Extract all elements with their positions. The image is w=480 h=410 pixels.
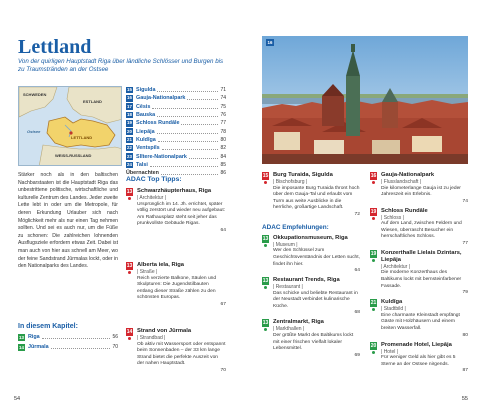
toc-page: 85 [220,161,226,168]
entry-number: 16 [370,173,377,179]
toc-number: 21 [127,136,132,142]
page-number: 55 [461,396,468,402]
tip-page: 64 [220,227,226,233]
entry-text: Wer den Schlüssel zum Geschichtsverständnis der Letten sucht, findet ihn hier. [273,248,360,267]
entry-text: Der größte Markt des Baltikums lockt mit einer frischen Vielfalt lokaler Lebensmittel. [273,332,354,352]
tip-title: Alberta iela, Riga [137,262,185,268]
entry-title: Gauja-Nationalpark [381,172,435,178]
top-tip-entry [262,172,360,218]
chapter-number: 14 [19,344,24,350]
tip-category: | Architektur | [137,195,166,201]
adac-top-tips-heading: ADAC Top Tipps: [126,176,182,183]
entry-page: 69 [354,352,360,358]
toc-leader [181,121,218,125]
toc-page: 74 [220,95,226,102]
entry-title: Okkupationsmuseum, Riga [273,234,348,241]
toc-leader [152,105,218,109]
entry-title: Restaurant Trends, Riga [273,277,340,284]
tip-category: | Straße | [137,269,158,275]
toc-number: 22 [127,145,132,151]
tip-number: 13 [126,263,133,269]
entry-page: 74 [462,198,468,204]
toc-row[interactable] [126,136,226,144]
toc-row[interactable] [126,144,226,152]
toc-leader [158,138,219,142]
entry-text: Die moderne Konzerthaus des Baltikums lockt mit bernsteinfarbener Fassade. [381,270,462,289]
toc-row[interactable] [126,119,226,127]
toc-number: 16 [127,95,132,101]
toc-page: 80 [220,136,226,143]
recommendation-entry [262,277,360,316]
entry-number: 15 [262,173,269,179]
chapter-leader [42,335,111,339]
recommendation-entry [370,299,468,338]
toc-leader [157,113,218,117]
entry-category: | Restaurant | [273,284,303,291]
toc-name: Gauja-Nationalpark [136,95,186,102]
entry-page: 77 [462,240,468,246]
tip-page: 70 [220,367,226,373]
toc-leader [157,88,218,92]
chapter-name: Jūrmala [28,344,49,351]
toc-name: Bauska [136,112,156,119]
location-pin-icon [264,328,267,331]
tip-title: Schwarzhäupterhaus, Riga [137,188,212,194]
toc-number: 20 [127,128,132,134]
entry-text: Auf dem Land, zwischen Feldern und Wiesen, überrascht Besucher ein herrschaftliches Schloss. [381,221,462,240]
chapter-page: 70 [112,344,118,351]
toc-name: Slītere-Nationalpark [136,153,187,160]
recommendation-entry [262,235,360,274]
toc-leader [150,163,219,167]
top-tip-entry [370,208,468,247]
toc-row[interactable] [126,161,226,169]
map-label: Ostsee [27,129,41,134]
toc-row[interactable] [126,103,226,111]
entry-number: 19 [370,208,377,215]
toc-row[interactable] [126,152,226,160]
entry-number: 13 [262,235,269,242]
riga-skyline-image [262,36,468,164]
tip-text: Ursprünglich im 14. Jh. errichtet, später völlig zerstört und wieder neu aufgebaut: Am Rathausplatz steht seit jeher das prunkvollste Gebäude Rigas. [137,201,226,227]
tip-number: 13 [126,189,133,195]
toc-page: 71 [220,87,226,94]
entry-text: Das schicke und beliebte Restaurant in der Neustadt verbindet kulinarische Küche. [273,290,358,309]
recommendation-entry [370,250,468,296]
tip-text: Ob aktiv mit Wassersport oder entspannt beim Sonnenbaden – der 33 km lange Strand bietet die perfekte Auszeit von der nahen Hauptstadt. [137,341,226,367]
toc-page: 78 [220,128,226,135]
toc-name: Übernachten [126,170,159,177]
destination-index [126,86,226,177]
chapter-item[interactable] [18,334,118,341]
recommendation-entry [262,319,360,358]
toc-name: Sigulda [136,87,156,94]
entry-title: Kuldīga [381,299,403,306]
location-pin-icon [372,181,375,184]
toc-row[interactable] [126,111,226,119]
chapter-subtitle: Von der quirligen Hauptstadt Riga über ländliche Schlösser und Burgen bis zu Traumstränden an der Ostsee [18,58,224,73]
entry-category: | Flusslandschaft | [381,179,422,185]
right-page [240,0,480,410]
location-pin-icon [372,308,375,311]
chapter-item[interactable] [18,344,118,351]
toc-row[interactable] [126,94,226,102]
entry-number: 13 [262,320,269,327]
toc-page: 76 [220,112,226,119]
entry-page: 72 [354,211,360,217]
chapter-leader [51,345,111,349]
chapter-contents-heading: In diesem Kapitel: [18,323,78,330]
entry-title: Zentralmarkt, Riga [273,319,324,326]
toc-page: 82 [220,145,226,152]
entry-page: 68 [354,310,360,316]
entry-number: 19 [370,250,377,257]
top-tip-entry [370,172,468,205]
riga-skyline-photo [262,36,468,164]
location-pin-icon [264,181,267,184]
map-label: LETTLAND [71,135,93,140]
page-number: 54 [14,396,21,402]
entry-page: 80 [462,332,468,338]
location-pin-icon [264,286,267,289]
location-pin-icon [128,271,131,274]
toc-name: Kuldīga [136,136,156,143]
entry-category: | Museum | [273,241,298,248]
top-tip [126,188,226,234]
chapter-page: 56 [112,334,118,341]
toc-number: 17 [127,103,132,109]
toc-number: 23 [127,153,132,159]
entry-number: 21 [370,300,377,307]
location-pin-icon [372,351,375,354]
toc-name: Liepāja [136,128,155,135]
entry-text: Für weniger Geld als hier gibt es 5 Sterne an der Ostsee nirgends. [381,355,456,367]
chapter-title: Lettland [18,36,92,58]
toc-row[interactable] [126,127,226,135]
location-pin-icon [372,259,375,262]
entry-page: 64 [354,268,360,274]
entry-text: Eine charmante Kleinstadt empfängt Gäste mit Holzhäusern und einem breiten Wasserfall. [381,312,460,331]
tip-number: 14 [126,329,133,335]
toc-number: 19 [127,120,132,126]
toc-leader [162,146,219,150]
toc-page: 75 [220,103,226,110]
map-label: ESTLAND [83,99,102,104]
toc-number: 18 [127,112,132,118]
chapter-number: 13 [19,334,24,340]
entry-title: Konzerthalle Lielais Dzintars, Liepāja [381,249,462,263]
entry-page: 87 [462,368,468,374]
map-label: WEISS-RUSSLAND [55,153,92,158]
entry-category: | Bischofsburg | [273,179,308,185]
toc-page: 86 [220,170,226,177]
entry-number: 20 [370,342,377,349]
entry-title: Promenade Hotel, Liepāja [381,341,452,348]
right-column [370,172,468,374]
toc-name: Ventspils [136,145,160,152]
toc-name: Cēsis [136,103,151,110]
entry-category: | Schloss | [381,214,404,221]
map-label: SCHWEDEN [23,92,47,97]
location-pin-icon [128,197,131,200]
left-column [262,172,360,359]
adac-recommendations-heading: ADAC Empfehlungen: [262,223,329,231]
overview-map [18,86,122,166]
intro-text: Stärker noch als in den baltischen Nachbarstaaten ist die Hauptstadt Riga das unbestrittene politische, wirtschaftliche und kulturelle Zentrum des Landes. Jeder zweite Lette lebt in oder um die Metropole, für deren Erkundung Urlauber sich nach Möglichkeit mehr als nur einen Tag nehmen sollten. Und sei es auch nur, um die Füße zu schonen: Die zahlreichen lohnenden Ausflugsziele erfordern etwas Zeit. Dabei ist man auch von hier aus schnell am Meer, wo der feine Sandstrand Jūrmalas lockt, oder in den Nationalparks des Landes. [18,172,118,270]
photo-number-badge: 16 [267,40,273,45]
entry-text: Die imposante Burg Turaida thront hoch über dem Gauja-Tal und erlaubt vom Turm aus weite Ausblicke in die herrliche, großartige Landschaft. [273,185,360,211]
recommendation-entry [370,342,468,375]
toc-name: Talsi [136,161,148,168]
location-pin-icon [128,337,131,340]
location-pin-icon [264,244,267,247]
toc-number: 24 [127,161,132,167]
toc-page: 77 [220,120,226,127]
entry-title: Burg Turaida, Sigulda [273,172,333,178]
entry-category: | Architektur | [381,263,410,270]
top-tip [126,328,226,374]
tip-title: Strand von Jūrmala [137,328,192,334]
entry-page: 79 [462,290,468,296]
toc-leader [157,130,219,134]
toc-name: Schloss Rundāle [136,120,180,127]
entry-category: | Stadtbild | [381,306,406,313]
toc-leader [161,171,218,175]
entry-category: | Markthallen | [273,326,305,333]
entry-text: Die kilometerlange Gauja ist zu jeder Jahreszeit ein Erlebnis. [381,185,461,198]
toc-number: 15 [127,87,132,93]
toc-leader [187,96,218,100]
toc-row[interactable] [126,86,226,94]
location-pin-icon [372,217,375,220]
entry-number: 13 [262,278,269,285]
entry-category: | Hotel | [381,348,399,355]
tip-page: 67 [220,301,226,307]
toc-page: 84 [220,153,226,160]
toc-leader [189,155,219,159]
entry-title: Schloss Rundāle [381,207,428,214]
top-tip [126,262,226,308]
tip-text: Reich verzierte Balkone, Säulen und Skulpturen: Die Jugendstilbauten entlang dieser Straße zählen zu den schönsten Europas. [137,275,217,301]
tip-category: | Strandbad | [137,335,166,341]
chapter-name: Riga [28,334,40,341]
